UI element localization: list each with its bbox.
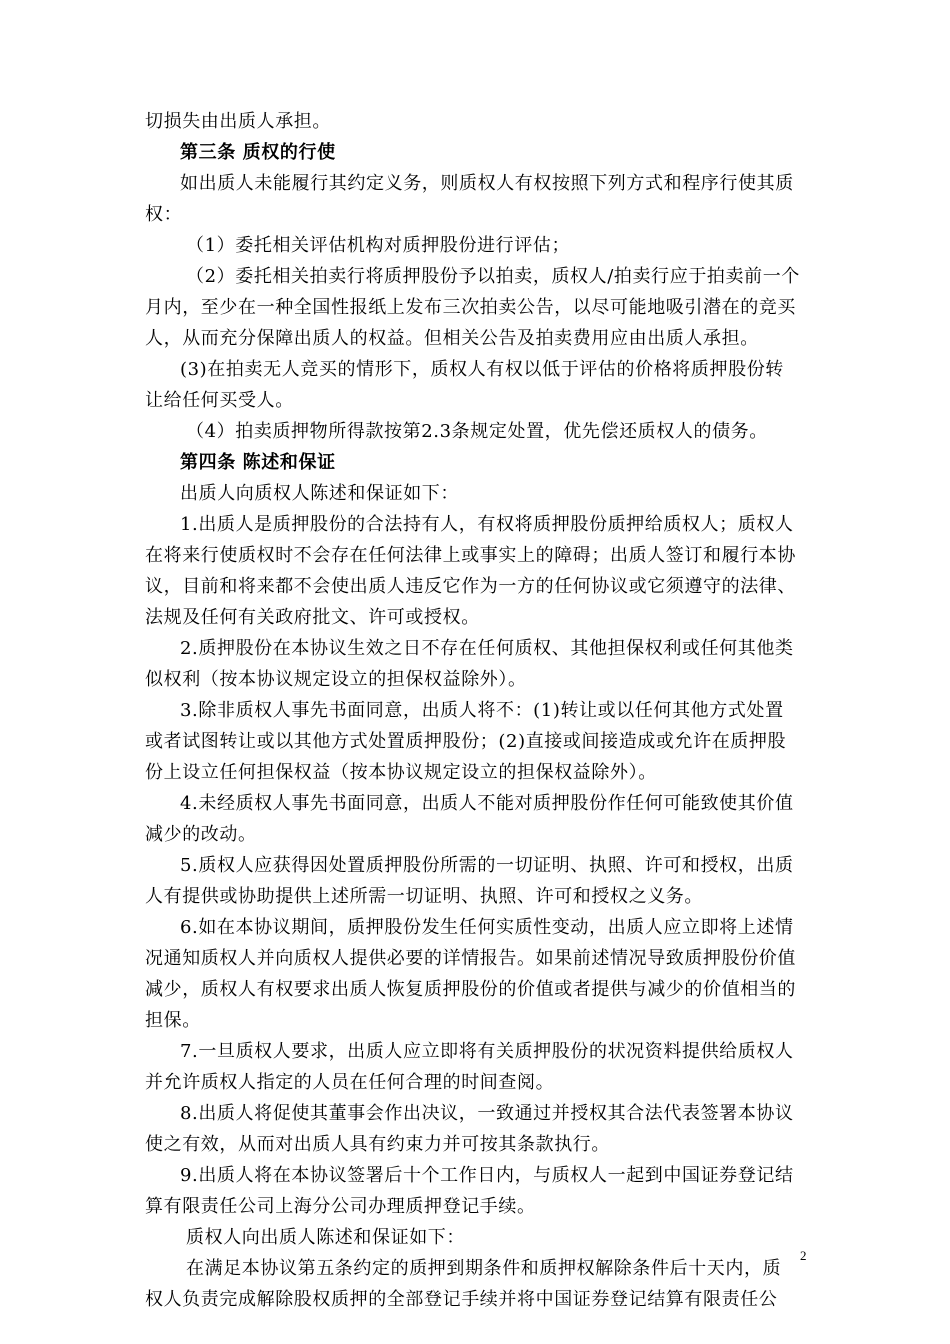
text-line: 2.质押股份在本协议生效之日不存在任何质权、其他担保权利或任何其他类: [180, 638, 794, 659]
text-line: 人，从而充分保障出质人的权益。但相关公告及拍卖费用应由出质人承担。: [145, 328, 759, 349]
text-line: 担保。: [145, 1010, 201, 1031]
text-line: 并允许质权人指定的人员在任何合理的时间查阅。: [145, 1072, 555, 1093]
text-line: 议，目前和将来都不会使出质人违反它作为一方的任何协议或它须遵守的法律、: [145, 576, 796, 597]
section-heading-3: 第三条 质权的行使: [180, 142, 336, 163]
text-line: 出质人向质权人陈述和保证如下：: [180, 483, 459, 504]
text-line: 算有限责任公司上海分公司办理质押登记手续。: [145, 1196, 536, 1217]
text-line: 9.出质人将在本协议签署后十个工作日内，与质权人一起到中国证券登记结: [180, 1165, 794, 1186]
text-line: 在满足本协议第五条约定的质押到期条件和质押权解除条件后十天内，质: [186, 1258, 782, 1279]
text-line: 切损失由出质人承担。: [145, 111, 331, 132]
text-line: 7.一旦质权人要求，出质人应立即将有关质押股份的状况资料提供给质权人: [180, 1041, 794, 1062]
text-line: 如出质人未能履行其约定义务，则质权人有权按照下列方式和程序行使其质: [180, 173, 794, 194]
text-line: 法规及任何有关政府批文、许可或授权。: [145, 607, 480, 628]
text-line: 或者试图转让或以其他方式处置质押股份；(2)直接或间接造成或允许在质押股: [145, 731, 787, 752]
text-line: 权：: [145, 204, 183, 225]
text-line: 5.质权人应获得因处置质押股份所需的一切证明、执照、许可和授权，出质: [180, 855, 794, 876]
text-line: 1.出质人是质押股份的合法持有人，有权将质押股份质押给质权人；质权人: [180, 514, 794, 535]
text-line: 在将来行使质权时不会存在任何法律上或事实上的障碍；出质人签订和履行本协: [145, 545, 796, 566]
text-line: 4.未经质权人事先书面同意，出质人不能对质押股份作任何可能致使其价值: [180, 793, 794, 814]
text-line: 似权利（按本协议规定设立的担保权益除外）。: [145, 669, 527, 690]
text-line: 8.出质人将促使其董事会作出决议，一致通过并授权其合法代表签署本协议: [180, 1103, 794, 1124]
text-line: （4）拍卖质押物所得款按第2.3条规定处置，优先偿还质权人的债务。: [186, 421, 768, 442]
text-line: 质权人向出质人陈述和保证如下：: [186, 1227, 465, 1248]
text-line: （1）委托相关评估机构对质押股份进行评估；: [186, 235, 571, 256]
text-line: (3)在拍卖无人竞买的情形下，质权人有权以低于评估的价格将质押股份转: [180, 359, 784, 380]
text-line: 份上设立任何担保权益（按本协议规定设立的担保权益除外）。: [145, 762, 657, 783]
text-line: 6.如在本协议期间，质押股份发生任何实质性变动，出质人应立即将上述情: [180, 917, 794, 938]
text-line: 权人负责完成解除股权质押的全部登记手续并将中国证券登记结算有限责任公: [145, 1289, 778, 1310]
text-line: 3.除非质权人事先书面同意，出质人将不：(1)转让或以任何其他方式处置: [180, 700, 784, 721]
text-line: 月内，至少在一种全国性报纸上发布三次拍卖公告，以尽可能地吸引潜在的竞买: [145, 297, 796, 318]
text-line: 减少的改动。: [145, 824, 257, 845]
text-line: 让给任何买受人。: [145, 390, 294, 411]
page-number: 2: [800, 1248, 807, 1263]
text-line: 减少，质权人有权要求出质人恢复质押股份的价值或者提供与减少的价值相当的: [145, 979, 796, 1000]
section-heading-4: 第四条 陈述和保证: [180, 452, 336, 473]
text-line: 人有提供或协助提供上述所需一切证明、执照、许可和授权之义务。: [145, 886, 703, 907]
text-line: （2）委托相关拍卖行将质押股份予以拍卖，质权人/拍卖行应于拍卖前一个: [186, 266, 800, 287]
text-line: 况通知质权人并向质权人提供必要的详情报告。如果前述情况导致质押股份价值: [145, 948, 796, 969]
text-line: 使之有效，从而对出质人具有约束力并可按其条款执行。: [145, 1134, 610, 1155]
